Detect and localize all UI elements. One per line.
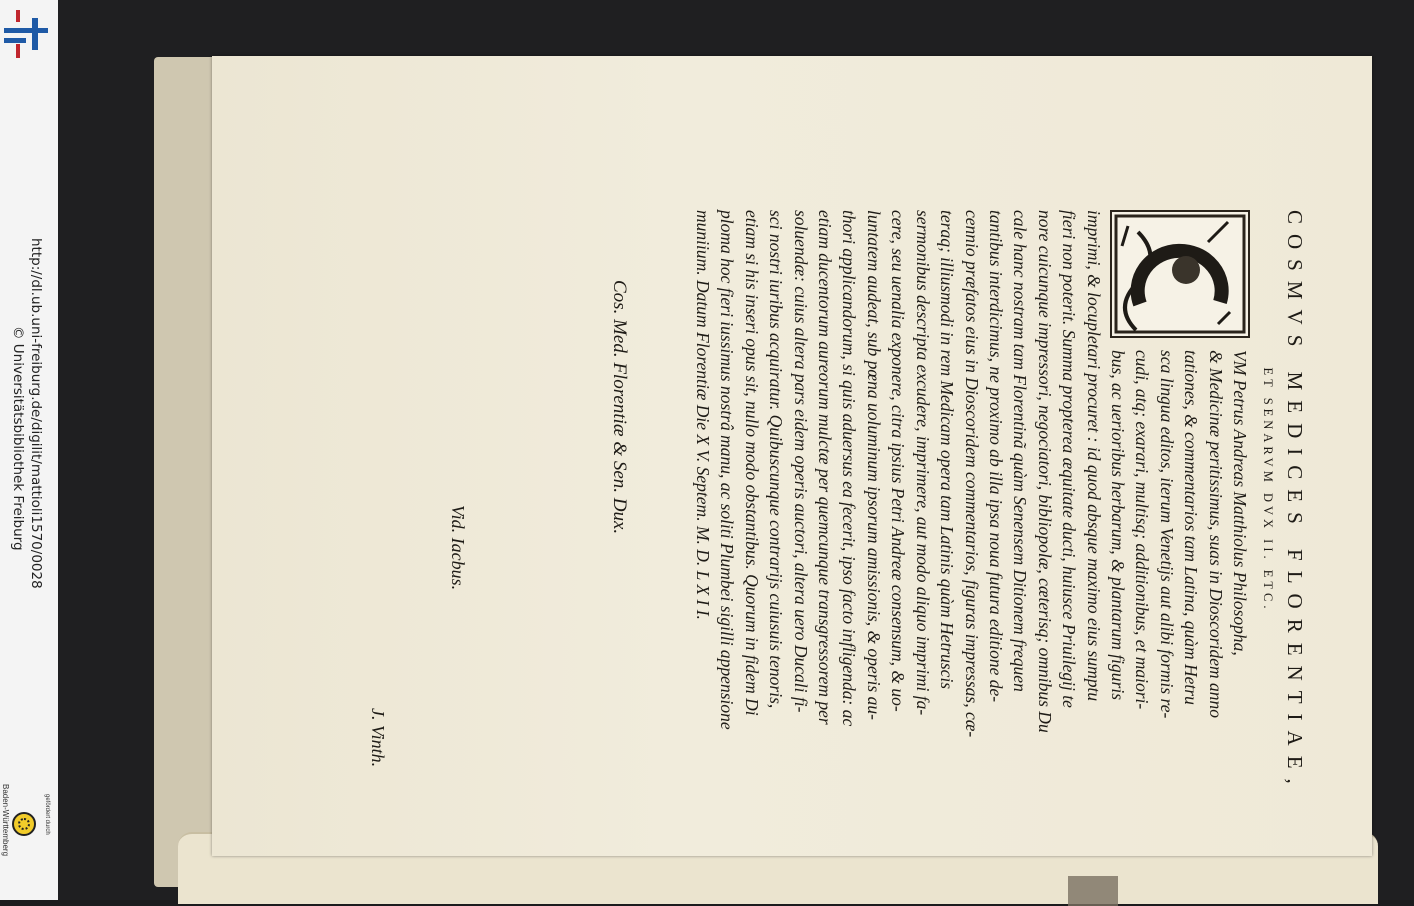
facing-page-woodcut — [1068, 876, 1118, 906]
body-line: teraq; illiusmodi in rem Medicam opera tam Latinis quàm Hetruscis — [937, 210, 958, 690]
permalink-block — [6, 238, 50, 589]
page-scan — [58, 0, 1414, 900]
body-line: thori applicandorum, si quis aduersus ea fecerit, ipso facto infligenda: ac — [839, 210, 860, 727]
body-line: etiam si his inseri opus sit, nullo modo obstantibus. Quorum in fidem Di — [741, 210, 762, 716]
body-line: sermonibus descripta excudere, imprimere, aut modo aliquo imprimi fa- — [912, 210, 933, 716]
body-line: fieri non poterit. Summa propterea æquitate ducti, huiusce Priuilegij te — [1059, 210, 1080, 708]
body-line: bus, ac uerioribus herbarum, & plantarum figuris — [1107, 350, 1128, 701]
body-line: sci nostri iuribus acquiratur. Quibuscunque contrarijs cuiusuis tenoris, — [766, 210, 787, 709]
page-heading: COSMVS MEDICES FLORENTIAE, — [1283, 210, 1307, 794]
page-subheading: ET SENARVM DVX II. ETC. — [1261, 367, 1275, 613]
university-logo-icon[interactable] — [2, 8, 48, 58]
copyright-notice: © Universitätsbibliothek Freiburg — [10, 326, 26, 551]
signature-vinth: J. Vinth. — [368, 708, 388, 768]
body-line: ploma hoc fieri iussimus nostrâ manu, ac soliti Plumbei sigilli appensione — [717, 210, 738, 730]
viewer-sidebar — [0, 0, 59, 900]
permalink-url[interactable]: http://dl.ub.uni-freiburg.de/digilit/mattioli1570/0028 — [28, 238, 44, 589]
funding-label: gefördert durch — [44, 794, 50, 835]
funding-seal-icon — [12, 812, 36, 836]
body-line: cale hanc nostram tam Florentinã quàm Senensem Ditionem frequen — [1010, 210, 1031, 692]
body-line: cennio præfatos eius in Dioscoridem commentarios, figuras impressas, cæ- — [961, 210, 982, 738]
signature-secretary: Vid. Iacbus. — [448, 505, 468, 591]
body-line: cere, seu uenalia exponere, citra ipsius Petri Andreæ consensum, & uo- — [888, 210, 909, 712]
body-line: VM Petrus Andreas Matthiolus Philosopha, — [1230, 350, 1250, 656]
body-line: imprimi, & locupletari procuret : id quod absque maximo eius sumptu — [1083, 210, 1104, 702]
body-line: tationes, & commentarios tam Latina, quàm Hetru — [1181, 350, 1202, 705]
body-line: cudi, atq; exarari, multisq; additionibus, et maiori- — [1132, 350, 1153, 710]
region-label: Baden-Württemberg — [1, 784, 10, 857]
body-line: luntatem audeat, sub pœna uoluminum ipsorum amissionis, & operis au- — [863, 210, 884, 720]
body-line: soluendæ: cuius altera pars eidem operis auctori, altera uero Ducali fi- — [790, 210, 811, 713]
privilege-body — [691, 210, 1252, 770]
body-line: sca lingua editos, iterum Venetijs aut alibi formis re- — [1156, 350, 1177, 719]
printed-privilege-text — [610, 210, 1310, 810]
body-line: etiam ducentorum aureorum mulctæ per quemcunque transgressorem per — [815, 210, 836, 725]
funding-block — [0, 782, 58, 900]
body-line: muniium. Datum Florentiæ Die X V. Septem. M. D. L X I I. — [693, 210, 714, 620]
signature-duke: Cos. Med. Florentiæ & Sen. Dux. — [609, 280, 630, 535]
body-line: tantibus interdicimus, ne proximo ab illa ipsa noua futura editione de- — [985, 210, 1006, 703]
body-line: nore cuicunque impressori, negociatori, bibliopolæ, cæterisq; omnibus Du — [1034, 210, 1055, 733]
body-line: & Medicinæ peritissimus, suas in Dioscoridem anno — [1205, 350, 1226, 718]
